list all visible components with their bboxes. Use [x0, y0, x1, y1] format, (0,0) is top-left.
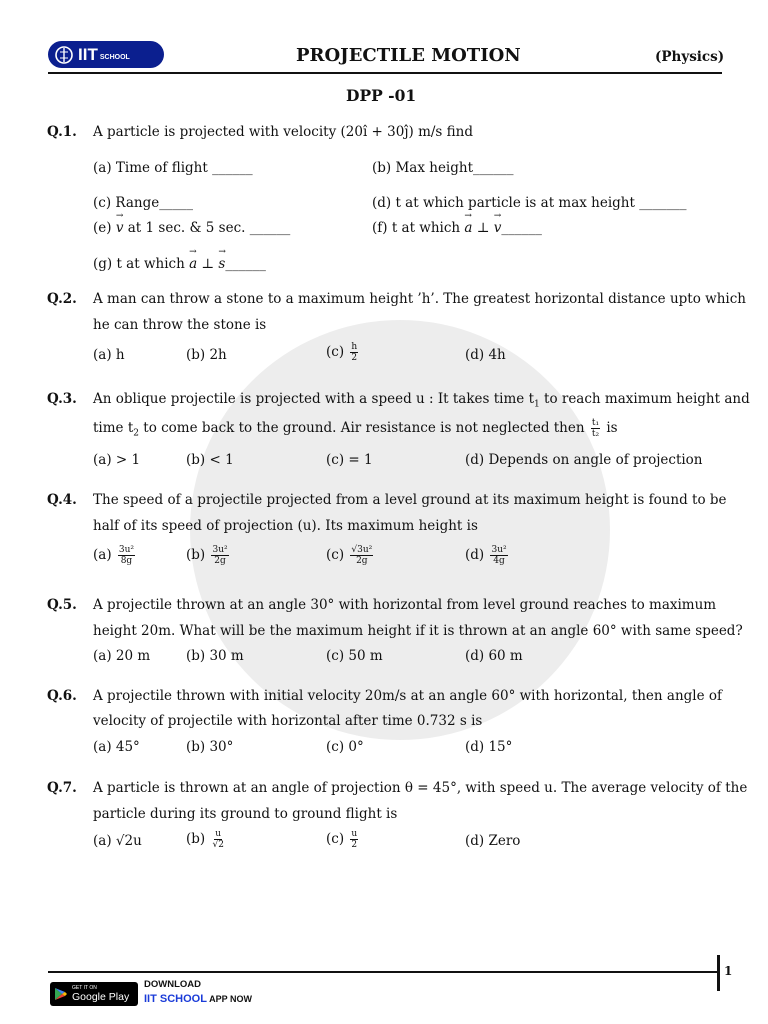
dpp-heading: DPP -01 — [346, 86, 417, 105]
question-number: Q.3. — [47, 391, 77, 407]
page-number: 1 — [724, 964, 733, 978]
option-e: (e) → v at 1 sec. & 5 sec. ______ — [93, 220, 290, 236]
option-f: (f) t at which → a ⊥ → v______ — [372, 220, 542, 236]
logo-subtext: SCHOOL — [99, 54, 130, 61]
option-b: (b) $\frac{u}{√2}$ — [186, 829, 224, 850]
subject-label: (Physics) — [655, 49, 725, 65]
question-number: Q.2. — [47, 291, 77, 307]
logo-text: IIT — [78, 44, 98, 64]
option-b: (b) 2h — [186, 347, 227, 363]
question-text-line: A projectile thrown with initial velocity 20m/s at an angle 60° with horizontal, then angle of — [93, 688, 723, 704]
option-b: (b) < 1 — [186, 452, 234, 468]
option-a: (a) Time of flight ______ — [93, 160, 253, 176]
option-c: (c) $\frac{u}{2}$ — [326, 829, 358, 850]
option-a: (a) 45° — [93, 739, 140, 755]
option-d: (d) 15° — [465, 739, 513, 755]
option-c: (c) 50 m — [326, 648, 383, 664]
question-text-line: half of its speed of projection (u). Its maximum height is — [93, 518, 478, 534]
option-d: (d) Zero — [465, 833, 521, 849]
option-b: (b) 30° — [186, 739, 234, 755]
question-text-line: A particle is thrown at an angle of projection θ = 45°, with speed u. The average velocity of the — [93, 780, 748, 796]
option-d: (d) 60 m — [465, 648, 523, 664]
question-number: Q.6. — [47, 688, 77, 704]
footer-divider — [48, 971, 720, 973]
option-b: (b) Max height______ — [372, 160, 514, 176]
question-text-line: A man can throw a stone to a maximum height ’h’. The greatest horizontal distance upto which — [93, 291, 746, 307]
option-d: (d) Depends on angle of projection — [465, 452, 703, 468]
option-c: (c) $\frac{h}{2}$ — [326, 342, 358, 363]
logo-emblem-icon — [54, 45, 74, 65]
option-c: (c) 0° — [326, 739, 364, 755]
google-play-icon — [54, 987, 68, 1001]
option-b: (b) 30 m — [186, 648, 244, 664]
app-promo: IIT SCHOOL APP NOW — [144, 993, 252, 1005]
question-number: Q.4. — [47, 492, 77, 508]
store-caption: GET IT ON — [72, 985, 97, 991]
question-number: Q.7. — [47, 780, 77, 796]
question-number: Q.5. — [47, 597, 77, 613]
option-a: (a) h — [93, 347, 125, 363]
store-name: Google Play — [72, 991, 130, 1003]
option-d: (d) 4h — [465, 347, 506, 363]
question-text-line: velocity of projectile with horizontal after time 0.732 s is — [93, 713, 483, 729]
option-c: (c) $\frac{\text{√3u²}}{2g}$ — [326, 545, 373, 566]
page-title: PROJECTILE MOTION — [296, 45, 521, 66]
question-text-line: The speed of a projectile projected from a level ground at its maximum height is found to be — [93, 492, 727, 508]
footer-page-bar — [717, 955, 720, 991]
option-a: (a) $\frac{\text{3u²}}{8g}$ — [93, 545, 135, 566]
question-text: A particle is projected with velocity (20î + 30ĵ) m/s find — [93, 124, 473, 140]
question-text-line: height 20m. What will be the maximum height if it is thrown at an angle 60° with same speed? — [93, 623, 743, 639]
option-b: (b) $\frac{\text{3u²}}{2g}$ — [186, 545, 228, 566]
option-a: (a) 20 m — [93, 648, 151, 664]
option-c: (c) Range_____ — [93, 195, 193, 211]
question-text-line: A projectile thrown at an angle 30° with horizontal from level ground reaches to maximum — [93, 597, 717, 613]
option-a: (a) √2u — [93, 833, 142, 849]
question-text-line: he can throw the stone is — [93, 317, 267, 333]
google-play-badge[interactable] — [50, 982, 138, 1006]
option-d: (d) t at which particle is at max height _______ — [372, 195, 687, 211]
header-divider — [48, 72, 722, 74]
question-number: Q.1. — [47, 124, 77, 140]
option-g: (g) t at which → a ⊥ → s______ — [93, 256, 266, 272]
option-c: (c) = 1 — [326, 452, 373, 468]
question-text-line: time $t_2$ to come back to the ground. Air resistance is not neglected then $\frac{\text{t₁}}{\text{t₂}}$ is — [93, 418, 618, 439]
question-text-line: particle during its ground to ground flight is — [93, 806, 398, 822]
iit-school-logo — [48, 41, 164, 68]
question-text-line: An oblique projectile is projected with a speed u : It takes time $t_1$ to reach maximum height and — [93, 391, 750, 410]
option-a: (a) > 1 — [93, 452, 141, 468]
download-label: DOWNLOAD — [144, 979, 201, 990]
option-d: (d) $\frac{\text{3u²}}{4g}$ — [465, 545, 507, 566]
